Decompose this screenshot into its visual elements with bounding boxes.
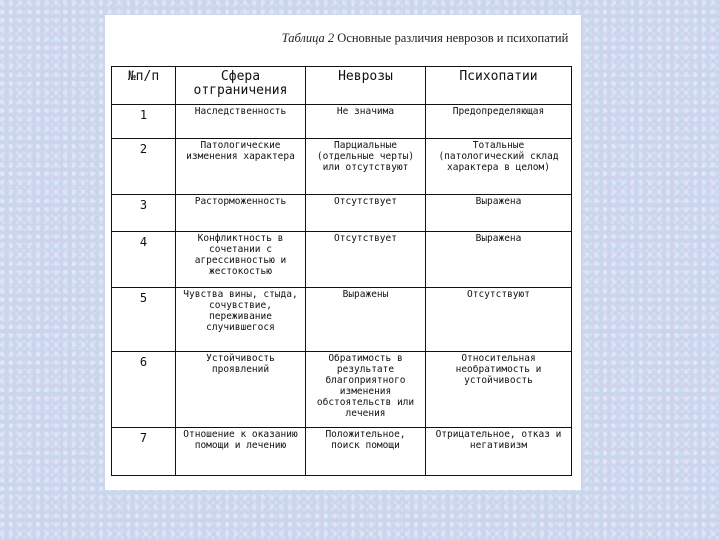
table-caption [275,31,575,45]
row-number: 7 [112,428,176,476]
row-sphere: Патологические изменения характера [176,139,306,195]
row-sphere: Устойчивость проявлений [176,352,306,428]
row-psychopathies: Тотальные (патологический склад характера в целом) [426,139,572,195]
caption-text: Основные различия неврозов и психопатий [337,31,569,45]
row-neuroses: Парциальные (отдельные черты) или отсутствуют [306,139,426,195]
table-row [112,195,572,232]
row-number: 2 [112,139,176,195]
header-neuroses: Неврозы [306,67,426,105]
table-header-row [112,67,572,105]
row-neuroses: Обратимость в результате благоприятного изменения обстоятельств или лечения [306,352,426,428]
row-sphere: Чувства вины, стыда, сочувствие, переживание случившегося [176,288,306,352]
document-page [105,15,581,490]
header-number: №п/п [112,67,176,105]
header-sphere: Сфера отграничения [176,67,306,105]
differences-table [111,66,572,476]
caption-label: Таблица 2 [281,31,335,45]
row-neuroses: Не значима [306,105,426,139]
row-neuroses: Положительное, поиск помощи [306,428,426,476]
row-number: 5 [112,288,176,352]
row-psychopathies: Выражена [426,195,572,232]
row-number: 4 [112,232,176,288]
table-row [112,352,572,428]
row-psychopathies: Относительная необратимость и устойчивость [426,352,572,428]
row-neuroses: Отсутствует [306,195,426,232]
row-neuroses: Выражены [306,288,426,352]
table-row [112,428,572,476]
table-row [112,288,572,352]
table-row [112,105,572,139]
row-number: 6 [112,352,176,428]
row-sphere: Расторможенность [176,195,306,232]
row-psychopathies: Отсутствуют [426,288,572,352]
row-sphere: Наследственность [176,105,306,139]
row-number: 1 [112,105,176,139]
row-neuroses: Отсутствует [306,232,426,288]
row-psychopathies: Отрицательное, отказ и негативизм [426,428,572,476]
row-psychopathies: Выражена [426,232,572,288]
row-psychopathies: Предопределяющая [426,105,572,139]
header-psychopathies: Психопатии [426,67,572,105]
row-sphere: Конфликтность в сочетании с агрессивностью и жестокостью [176,232,306,288]
table-row [112,139,572,195]
row-sphere: Отношение к оказанию помощи и лечению [176,428,306,476]
row-number: 3 [112,195,176,232]
table-row [112,232,572,288]
